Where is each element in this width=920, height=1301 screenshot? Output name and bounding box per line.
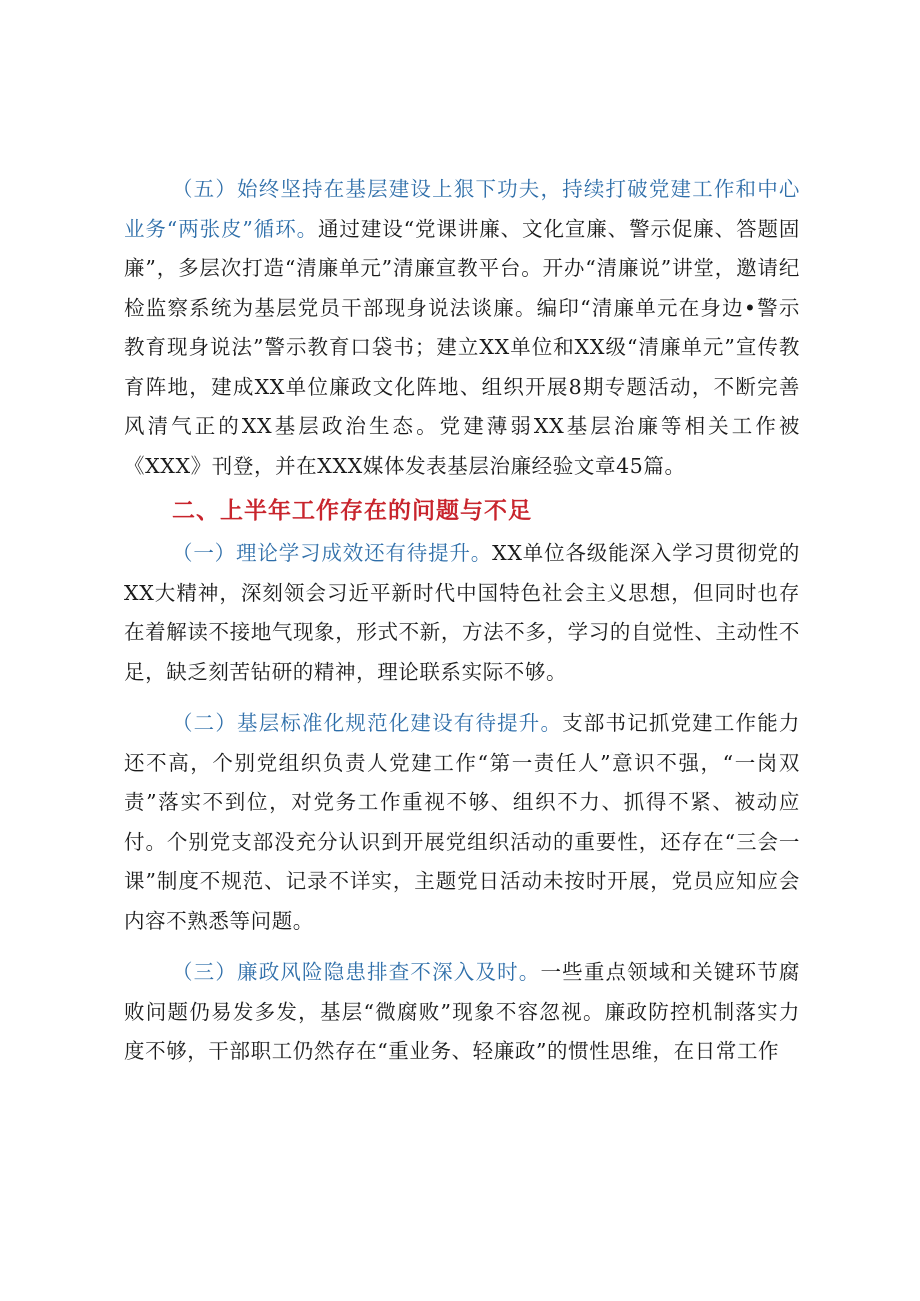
problem-two-body: 支部书记抓党建工作能力还不高，个别党组织负责人党建工作“第一责任人”意识不强，“一岗双责”落实不到位，对党务工作重视不够、组织不力、抓得不紧、被动应付。个别党支部没充分认识到开展党组织活动的重要性，还存在“三会一课”制度不规范、记录不详实，主题党日活动未按时开展，党员应知应会内容不熟悉等问题。 — [124, 711, 800, 933]
problem-two-lead: （二）基层标准化规范化建设有待提升。 — [172, 711, 563, 735]
document-body — [124, 170, 800, 1076]
problem-two-paragraph — [124, 704, 800, 941]
section-heading-problems: 二、上半年工作存在的问题与不足 — [172, 498, 532, 524]
problem-three-paragraph — [124, 953, 800, 1072]
paragraph-five-lead: （五）始终坚持在基层建设上狠下功夫，持续打破党建工作和中心业务“两张皮”循环。 — [124, 177, 800, 241]
problem-one-paragraph — [124, 534, 800, 692]
paragraph-five — [124, 170, 800, 486]
paragraph-five-body: 通过建设“党课讲廉、文化宣廉、警示促廉、答题固廉”，多层次打造“清廉单元”清廉宣教平台。开办“清廉说”讲堂，邀请纪检监察系统为基层党员干部现身说法谈廉。编印“清廉单元在身边•警示教育现身说法”警示教育口袋书；建立XX单位和XX级“清廉单元”宣传教育阵地，建成XX单位廉政文化阵地、组织开展8期专题活动，不断完善风清气正的XX基层政治生态。党建薄弱XX基层治廉等相关工作被《XXX》刊登，并在XXX媒体发表基层治廉经验文章45篇。 — [124, 216, 800, 478]
problem-three-body: 一些重点领域和关键环节腐败问题仍易发多发，基层“微腐败”现象不容忽视。廉政防控机制落实力度不够，干部职工仍然存在“重业务、轻廉政”的惯性思维，在日常工作 — [124, 960, 801, 1063]
problem-one-lead: （一）理论学习成效还有待提升。 — [172, 541, 493, 565]
problem-three-lead: （三）廉政风险隐患排查不深入及时。 — [172, 960, 541, 984]
problem-one-body: XX单位各级能深入学习贯彻党的XX大精神，深刻领会习近平新时代中国特色社会主义思想，但同时也存在着解读不接地气现象，形式不新，方法不多，学习的自觉性、主动性不足，缺乏刻苦钻研的精神，理论联系实际不够。 — [124, 541, 800, 684]
